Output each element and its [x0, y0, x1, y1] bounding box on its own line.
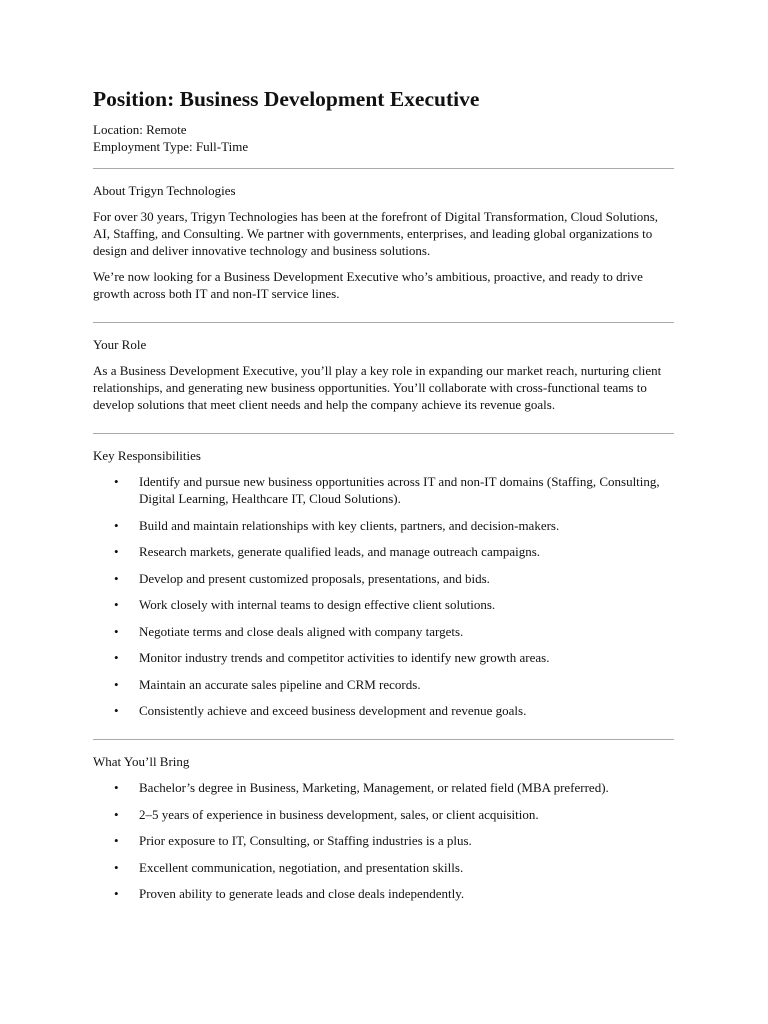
role-heading: Your Role: [93, 337, 147, 352]
location-line: Location: Remote: [93, 122, 187, 137]
list-item-text: Excellent communication, negotiation, and presentation skills.: [139, 859, 464, 875]
list-item-text: Proven ability to generate leads and close deals independently.: [139, 886, 465, 901]
list-item-text: Prior exposure to IT, Consulting, or Staffing industries is a plus.: [139, 833, 472, 848]
list-item-text: Identify and pursue new business opportunities across IT and non-IT domains (Staffing, Consulting, Digital Learning, Healthcare IT, Cloud Solutions).: [139, 474, 660, 506]
list-item: [93, 806, 674, 823]
responsibilities-heading: Key Responsibilities: [93, 448, 201, 463]
about-heading: About Trigyn Technologies: [93, 183, 236, 198]
bullet-icon: •: [114, 676, 119, 692]
bullet-icon: •: [114, 517, 119, 533]
bullet-icon: •: [114, 859, 119, 875]
list-item-text: Research markets, generate qualified leads, and manage outreach campaigns.: [139, 544, 541, 559]
list-item-text: Build and maintain relationships with key clients, partners, and decision-makers.: [139, 517, 560, 533]
list-item-text: Consistently achieve and exceed business development and revenue goals.: [139, 703, 527, 718]
list-item-text: Bachelor’s degree in Business, Marketing, Management, or related field (MBA preferred).: [139, 780, 609, 795]
divider-role: [93, 322, 674, 323]
bullet-icon: •: [114, 703, 119, 718]
bullet-icon: •: [114, 570, 119, 586]
list-item: [93, 623, 674, 640]
bullet-icon: •: [114, 833, 119, 848]
list-item: [93, 596, 674, 613]
list-item-text: Monitor industry trends and competitor activities to identify new growth areas.: [139, 650, 550, 665]
list-item: [93, 779, 674, 796]
list-item: [93, 702, 674, 719]
list-item-text: Maintain an accurate sales pipeline and CRM records.: [139, 676, 421, 692]
list-item: [93, 570, 674, 587]
bullet-icon: •: [114, 886, 119, 901]
page-title: Position: Business Development Executive: [93, 87, 480, 111]
bullet-icon: •: [114, 806, 119, 822]
bullet-icon: •: [114, 780, 119, 795]
role-paragraph: As a Business Development Executive, you’ll play a key role in expanding our market reach, nurturing client relationships, and generating new business opportunities. You’ll collaborate with cross-functional teams to develop solutions that meet client needs and help the company achieve its revenue goals.: [93, 363, 662, 412]
bullet-icon: •: [114, 474, 119, 489]
bring-heading: What You’ll Bring: [93, 754, 190, 769]
list-item-text: Negotiate terms and close deals aligned with company targets.: [139, 623, 464, 639]
list-item: [93, 832, 674, 849]
bullet-icon: •: [114, 544, 119, 559]
list-item: [93, 885, 674, 902]
divider-responsibilities: [93, 433, 674, 434]
list-item: [93, 517, 674, 534]
responsibilities-list: [93, 473, 674, 719]
list-item: [93, 543, 674, 560]
bring-list: [93, 779, 674, 902]
bullet-icon: •: [114, 623, 119, 639]
employment-type-line: Employment Type: Full-Time: [93, 139, 249, 154]
bullet-icon: •: [114, 650, 119, 665]
about-paragraph-2: We’re now looking for a Business Development Executive who’s ambitious, proactive, and ready to drive growth across both IT and non-IT service lines.: [93, 269, 643, 301]
about-paragraph-1: For over 30 years, Trigyn Technologies has been at the forefront of Digital Transformation, Cloud Solutions, AI, Staffing, and Consulting. We partner with governments, enterprises, and leading global organizations to design and deliver innovative technology and business solutions.: [93, 209, 659, 258]
list-item-text: 2–5 years of experience in business development, sales, or client acquisition.: [139, 806, 539, 822]
list-item-text: Work closely with internal teams to design effective client solutions.: [139, 597, 496, 612]
list-item: [93, 676, 674, 693]
list-item-text: Develop and present customized proposals, presentations, and bids.: [139, 570, 490, 586]
divider-about: [93, 168, 674, 169]
list-item: [93, 473, 674, 507]
list-item: [93, 859, 674, 876]
list-item: [93, 649, 674, 666]
divider-bring: [93, 739, 674, 740]
bullet-icon: •: [114, 597, 119, 612]
